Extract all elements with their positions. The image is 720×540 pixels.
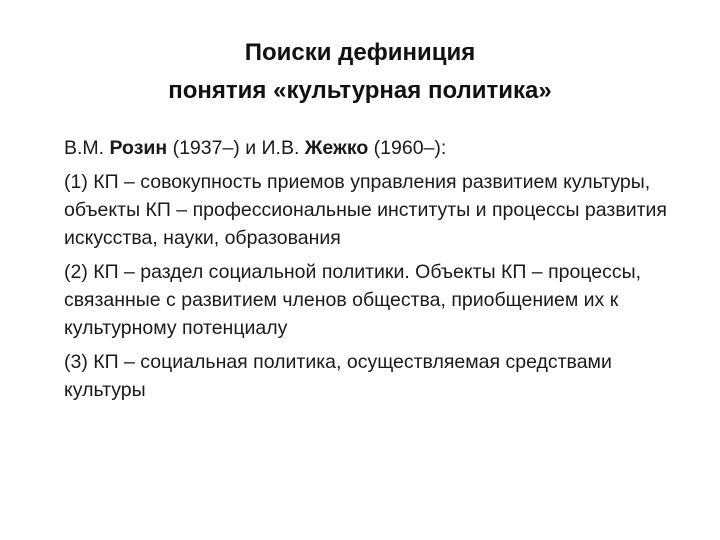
definition-item-1: (1) КП – совокупность приемов управления развитием культуры, объекты КП – профессиональные институты и процессы развития искусства, науки, образования [64,171,667,249]
author1-years-and-author2-initials: (1937–) и И.В. [167,137,305,159]
title-line-1: Поиски дефиниция [244,39,476,66]
title-line-2: понятия «культурная политика» [168,77,552,104]
definition-item-3: (3) КП – социальная политика, осуществляемая средствами культуры [64,351,612,401]
authors-line [64,134,676,162]
slide-body [64,134,676,410]
slide-title [60,34,660,110]
author1-initials: В.М. [64,137,110,159]
author2-surname: Жежко [304,137,369,159]
definition-item-2: (2) КП – раздел социальной политики. Объекты КП – процессы, связанные с развитием членов общества, приобщением их к культурному потенциалу [64,261,642,339]
author2-years: (1960–): [368,137,447,159]
author1-surname: Розин [109,137,168,159]
